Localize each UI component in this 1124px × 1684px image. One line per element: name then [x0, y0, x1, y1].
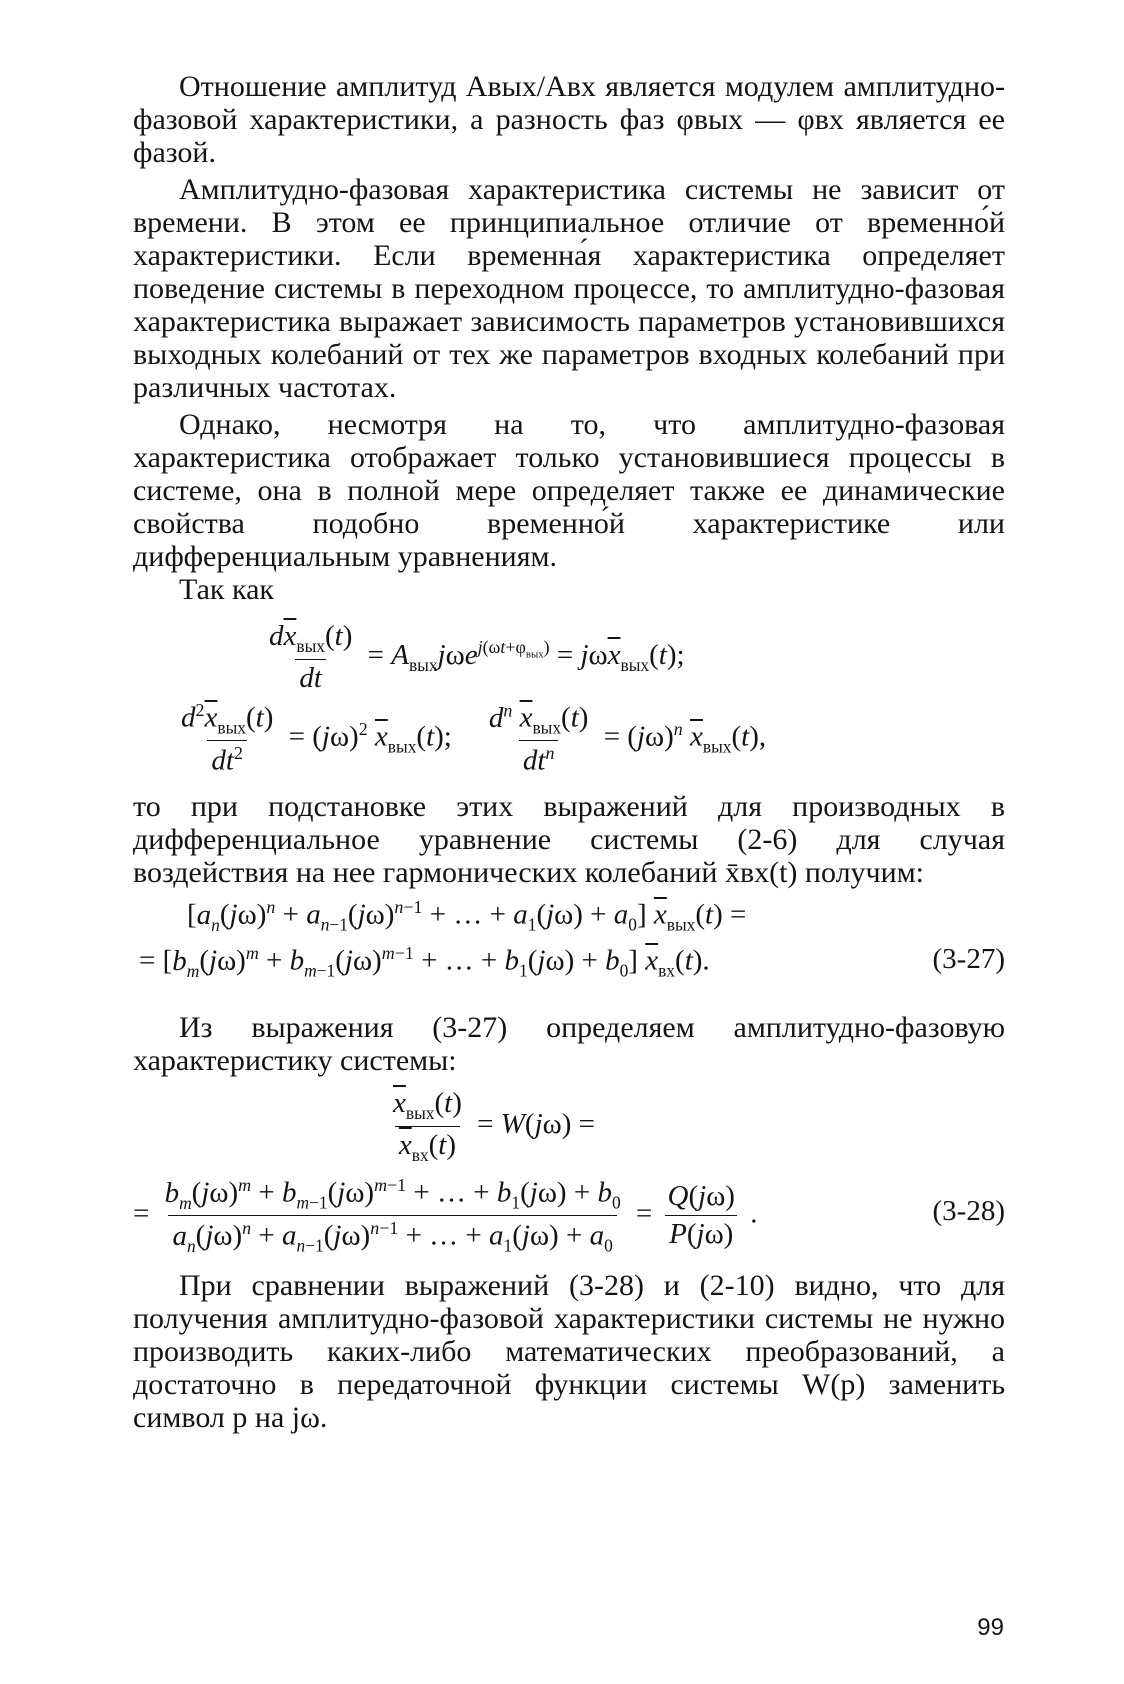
higher-derivative-equations: $\frac{d^2\overline{x}_{вых}(t)}{dt^2}$ = $(j\omega)^2$ $\overline{x}_{вых}(t)$; $\frac{d^n \overline{x}_{вых}(t)}{dt^n}$ = $(j\omega)^n$ $\overline{x}_{вых}(t)$,: [181, 700, 767, 778]
equation-3-28: [133, 1083, 1005, 1261]
equation-3-28-line-1: $\frac{\overline{x}_{вых}(t)}{\overline{x}_{вх}(t)}$ = W(jω) =: [393, 1087, 595, 1165]
paragraph-time-independence: Амплитудно-фазовая характеристика системы не зависит от времени. В этом ее принципиальное отличие от временно́й характеристики. Если временна́я характеристика определяет поведение системы в переходном процессе, то амплитудно-фазовая характеристика выражает зависимость параметров установившихся выходных колебаний от тех же параметров входных колебаний при различных частотах.: [133, 173, 1005, 404]
paragraph-conclusion: При сравнении выражений (3-28) и (2-10) видно, что для получения амплитудно-фазовой характеристики системы не нужно производить каких-либо математических преобразований, а достаточно в передаточной функции системы W(p) заменить символ p на jω.: [133, 1269, 1005, 1434]
first-derivative-equation: $\frac{d\overline{x}_{вых}(t)}{dt}$ = $A_{вых}j\omega e^{j(\omega t+\varphi_{вых})} = j\omega\overline{x}_{вых}(t)$;: [269, 620, 685, 694]
paragraph-amplitude-ratio: Отношение амплитуд Aвых/Aвх является модулем амплитудно-фазовой характеристики, а разность фаз φвых — φвх является ее фазой.: [133, 70, 1005, 169]
equation-3-27-label: (3-27): [932, 943, 1005, 975]
equation-3-28-line-2: = $\frac{b_m(j\omega)^m + b_{m-1}(j\omega)^{m-1} + \dots + b_1(j\omega) + b_0}{a_n(j\omega)^n + a_{n-1}(j\omega)^{n-1} + \dots + a_1(j\omega) + a_0}$ = $\frac{Q(j\omega)}{P(j\omega)}$ .: [133, 1175, 758, 1256]
derivative-equations: [133, 606, 1005, 776]
paragraph-since: Так как: [179, 573, 274, 606]
equation-3-27-line-1: [$a_n(j\omega)^n + a_{n-1}(j\omega)^{n-1}$ + … + $a_1(j\omega) + a_0$] $\overline{x}_{вых}(t)$ =: [187, 897, 747, 935]
equation-3-28-label: (3-28): [932, 1195, 1005, 1227]
paragraph-substitution: то при подстановке этих выражений для производных в дифференциальное уравнение системы (2-6) для случая воздействия на нее гармонических колебаний x̄вх(t) получим:: [133, 790, 1005, 889]
paragraph-from-expression: Из выражения (3-27) определяем амплитудно-фазовую характеристику системы:: [133, 1011, 1005, 1077]
page-number: 99: [977, 1614, 1004, 1641]
paragraph-dynamic-properties: Однако, несмотря на то, что амплитудно-фазовая характеристика отображает только установившиеся процессы в системе, она в полной мере определяет также ее динамические свойства подобно временно́й характеристике или дифференциальным уравнениям.: [133, 408, 1005, 573]
equation-3-27-line-2: = [$b_m(j\omega)^m + b_{m-1}(j\omega)^{m-1}$ + … + $b_1(j\omega) + b_0$] $\overline{x}_{вх}(t)$.: [139, 943, 710, 981]
page-body: [133, 70, 1005, 1434]
equation-3-27: [133, 893, 1005, 993]
